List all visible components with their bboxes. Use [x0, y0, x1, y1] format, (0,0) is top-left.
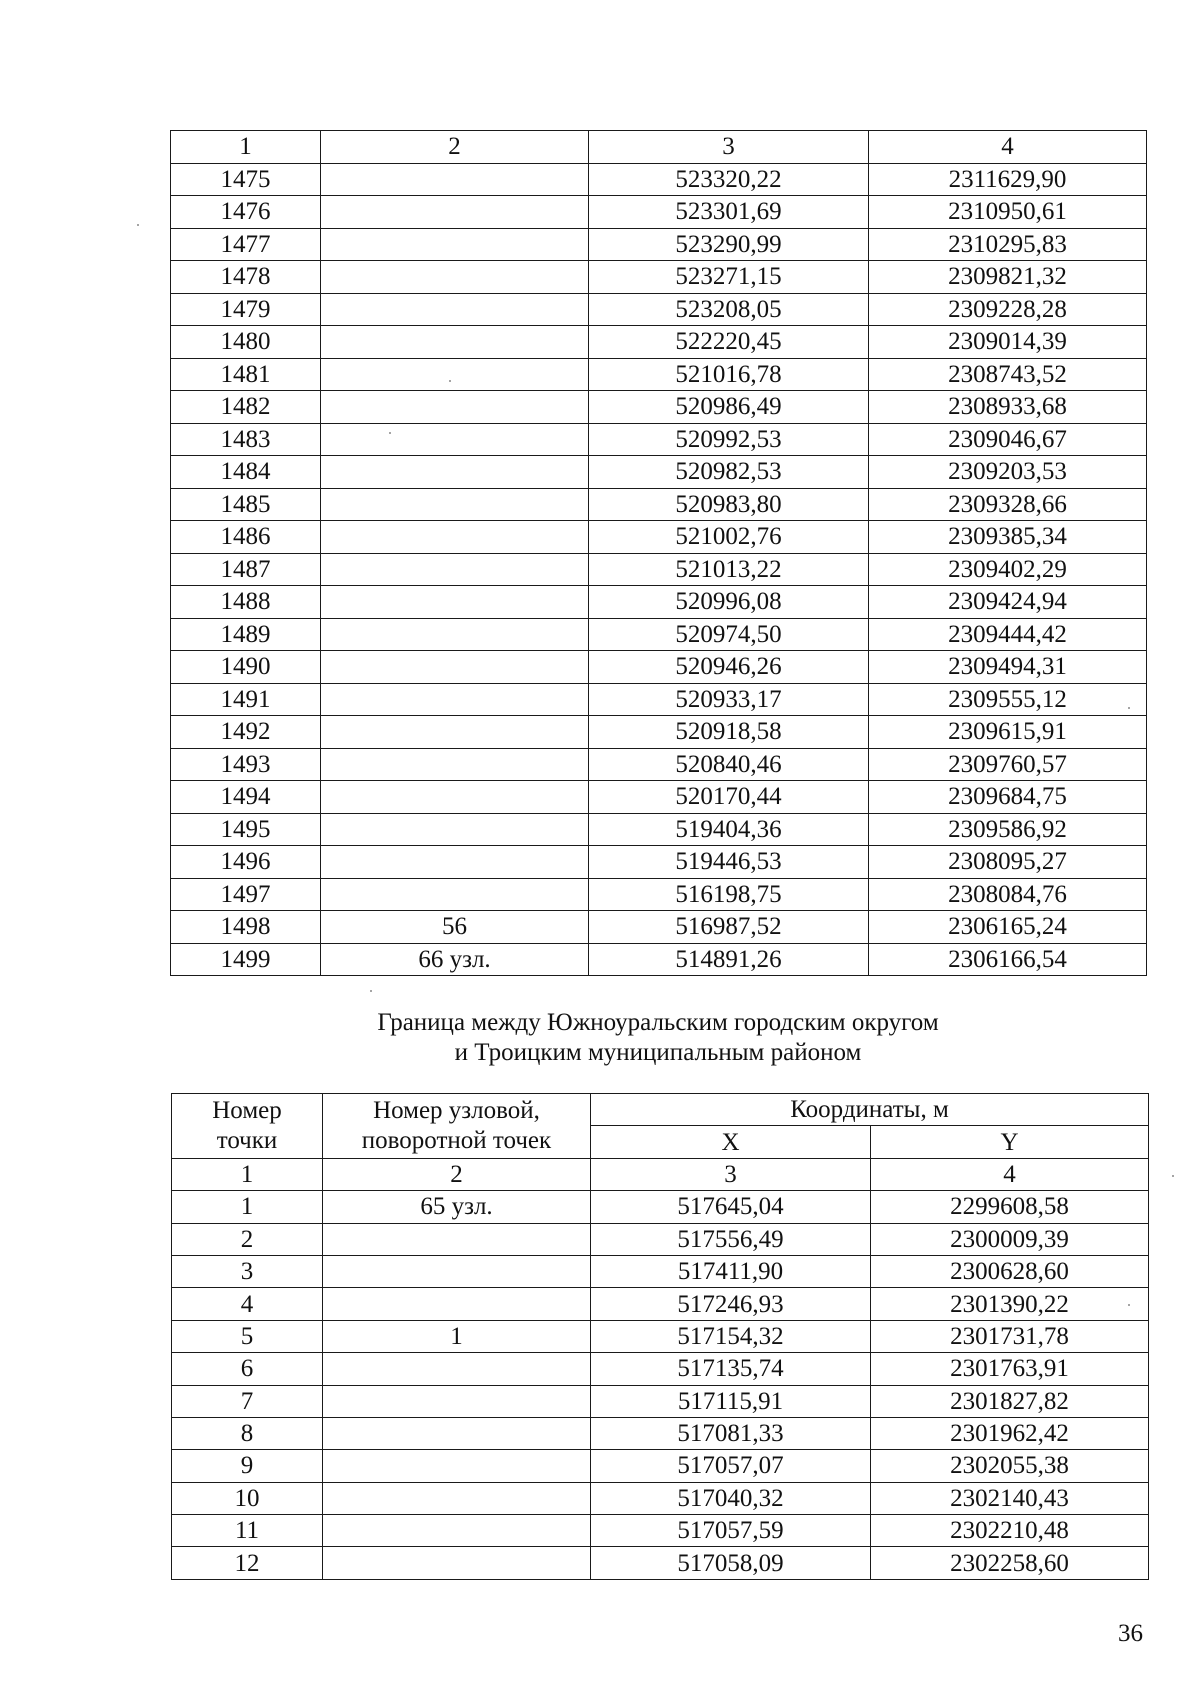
- page-number: 36: [1118, 1620, 1143, 1647]
- table-row: [171, 846, 1147, 879]
- node-number-cell: [323, 1288, 591, 1320]
- point-number-cell: 1499: [171, 943, 321, 976]
- x-coordinate-cell: 520974,50: [589, 618, 869, 651]
- table-row: [171, 813, 1147, 846]
- node-number-cell: [323, 1255, 591, 1287]
- node-number-cell: [321, 293, 589, 326]
- table-row: [172, 1288, 1149, 1320]
- node-number-cell: [321, 163, 589, 196]
- node-number-cell: 56: [321, 911, 589, 944]
- x-coordinate-cell: 517135,74: [591, 1353, 871, 1385]
- point-number-cell: 1475: [171, 163, 321, 196]
- x-coordinate-cell: 523271,15: [589, 261, 869, 294]
- column-index-cell: 2: [321, 131, 589, 164]
- table-row: [171, 911, 1147, 944]
- point-number-cell: 1490: [171, 651, 321, 684]
- table-header: [172, 1094, 1149, 1159]
- x-coordinate-cell: 523320,22: [589, 163, 869, 196]
- y-coordinate-cell: 2309821,32: [869, 261, 1147, 294]
- x-coordinate-cell: 517057,59: [591, 1515, 871, 1547]
- x-coordinate-cell: 517246,93: [591, 1288, 871, 1320]
- table-row: [171, 423, 1147, 456]
- y-coordinate-cell: 2308743,52: [869, 358, 1147, 391]
- point-number-cell: 1492: [171, 716, 321, 749]
- point-number-cell: 1476: [171, 196, 321, 229]
- table-row: [171, 553, 1147, 586]
- x-coordinate-cell: 517057,07: [591, 1450, 871, 1482]
- node-number-cell: [321, 391, 589, 424]
- section-title: [170, 1008, 1146, 1068]
- section-title-line-1: Граница между Южноуральским городским округом: [377, 1009, 939, 1036]
- node-number-cell: 65 узл.: [323, 1191, 591, 1223]
- y-coordinate-cell: 2301731,78: [871, 1320, 1149, 1352]
- table-row: [172, 1385, 1149, 1417]
- node-number-cell: [323, 1223, 591, 1255]
- column-index-cell: 4: [869, 131, 1147, 164]
- x-coordinate-cell: 517154,32: [591, 1320, 871, 1352]
- node-number-cell: [321, 683, 589, 716]
- y-coordinate-cell: 2306165,24: [869, 911, 1147, 944]
- node-number-cell: [323, 1482, 591, 1514]
- table-row: [171, 586, 1147, 619]
- table-row: [171, 293, 1147, 326]
- point-number-cell: 11: [172, 1515, 323, 1547]
- y-coordinate-cell: 2302140,43: [871, 1482, 1149, 1514]
- node-number-cell: [321, 488, 589, 521]
- point-number-cell: 1495: [171, 813, 321, 846]
- point-number-cell: 5: [172, 1320, 323, 1352]
- y-coordinate-cell: 2301827,82: [871, 1385, 1149, 1417]
- x-coordinate-cell: 520170,44: [589, 781, 869, 814]
- x-coordinate-cell: 521002,76: [589, 521, 869, 554]
- column-index-cell: 3: [589, 131, 869, 164]
- scan-speck: [1128, 707, 1130, 709]
- point-number-cell: 1482: [171, 391, 321, 424]
- header-x: X: [591, 1126, 871, 1158]
- point-number-cell: 1480: [171, 326, 321, 359]
- point-number-cell: 10: [172, 1482, 323, 1514]
- node-number-cell: [321, 813, 589, 846]
- y-coordinate-cell: 2308084,76: [869, 878, 1147, 911]
- column-index-row: [171, 131, 1147, 164]
- node-number-cell: [321, 716, 589, 749]
- point-number-cell: 1491: [171, 683, 321, 716]
- table-row: [172, 1547, 1149, 1579]
- y-coordinate-cell: 2309328,66: [869, 488, 1147, 521]
- point-number-cell: 4: [172, 1288, 323, 1320]
- node-number-cell: [321, 651, 589, 684]
- column-index-row: [172, 1158, 1149, 1190]
- node-number-cell: 1: [323, 1320, 591, 1352]
- point-number-cell: 1: [172, 1191, 323, 1223]
- table-row: [171, 196, 1147, 229]
- point-number-cell: 9: [172, 1450, 323, 1482]
- point-number-cell: 8: [172, 1417, 323, 1449]
- point-number-cell: 1496: [171, 846, 321, 879]
- table-row: [171, 781, 1147, 814]
- point-number-cell: 1489: [171, 618, 321, 651]
- y-coordinate-cell: 2309586,92: [869, 813, 1147, 846]
- x-coordinate-cell: 520946,26: [589, 651, 869, 684]
- x-coordinate-cell: 520983,80: [589, 488, 869, 521]
- y-coordinate-cell: 2301390,22: [871, 1288, 1149, 1320]
- point-number-cell: 1487: [171, 553, 321, 586]
- x-coordinate-cell: 520933,17: [589, 683, 869, 716]
- x-coordinate-cell: 517115,91: [591, 1385, 871, 1417]
- table-row: [171, 163, 1147, 196]
- header-y: Y: [871, 1126, 1149, 1158]
- x-coordinate-cell: 517556,49: [591, 1223, 871, 1255]
- point-number-cell: 1498: [171, 911, 321, 944]
- header-row: [172, 1094, 1149, 1126]
- x-coordinate-cell: 523208,05: [589, 293, 869, 326]
- x-coordinate-cell: 521016,78: [589, 358, 869, 391]
- x-coordinate-cell: 523290,99: [589, 228, 869, 261]
- x-coordinate-cell: 519446,53: [589, 846, 869, 879]
- boundary-coordinates-table: [171, 1093, 1149, 1580]
- point-number-cell: 6: [172, 1353, 323, 1385]
- node-number-cell: 66 узл.: [321, 943, 589, 976]
- y-coordinate-cell: 2309203,53: [869, 456, 1147, 489]
- scan-speck: [137, 224, 139, 226]
- x-coordinate-cell: 520840,46: [589, 748, 869, 781]
- x-coordinate-cell: 520986,49: [589, 391, 869, 424]
- node-number-cell: [321, 261, 589, 294]
- node-number-cell: [321, 781, 589, 814]
- y-coordinate-cell: 2309684,75: [869, 781, 1147, 814]
- x-coordinate-cell: 514891,26: [589, 943, 869, 976]
- node-number-cell: [321, 358, 589, 391]
- point-number-cell: 1486: [171, 521, 321, 554]
- scan-speck: [370, 990, 372, 992]
- x-coordinate-cell: 520992,53: [589, 423, 869, 456]
- node-number-cell: [321, 553, 589, 586]
- table-row: [172, 1255, 1149, 1287]
- node-number-cell: [321, 521, 589, 554]
- node-number-cell: [321, 196, 589, 229]
- node-number-cell: [323, 1385, 591, 1417]
- point-number-cell: 1477: [171, 228, 321, 261]
- table-body: [171, 131, 1147, 976]
- point-number-cell: 1478: [171, 261, 321, 294]
- table-row: [172, 1417, 1149, 1449]
- table-row: [171, 683, 1147, 716]
- table-row: [171, 521, 1147, 554]
- y-coordinate-cell: 2306166,54: [869, 943, 1147, 976]
- x-coordinate-cell: 520918,58: [589, 716, 869, 749]
- x-coordinate-cell: 519404,36: [589, 813, 869, 846]
- header-coordinates: Координаты, м: [591, 1094, 1149, 1126]
- y-coordinate-cell: 2309615,91: [869, 716, 1147, 749]
- column-index-cell: 3: [591, 1158, 871, 1190]
- section-title-line-2: и Троицким муниципальным районом: [454, 1039, 862, 1066]
- y-coordinate-cell: 2308933,68: [869, 391, 1147, 424]
- node-number-cell: [321, 423, 589, 456]
- y-coordinate-cell: 2309760,57: [869, 748, 1147, 781]
- header-point-number: Номер точки: [172, 1094, 323, 1159]
- node-number-cell: [321, 878, 589, 911]
- node-number-cell: [323, 1353, 591, 1385]
- x-coordinate-cell: 516987,52: [589, 911, 869, 944]
- point-number-cell: 1479: [171, 293, 321, 326]
- point-number-cell: 7: [172, 1385, 323, 1417]
- point-number-cell: 1483: [171, 423, 321, 456]
- node-number-cell: [321, 618, 589, 651]
- table-row: [171, 358, 1147, 391]
- node-number-cell: [323, 1515, 591, 1547]
- node-number-cell: [321, 586, 589, 619]
- x-coordinate-cell: 517058,09: [591, 1547, 871, 1579]
- y-coordinate-cell: 2309402,29: [869, 553, 1147, 586]
- x-coordinate-cell: 517411,90: [591, 1255, 871, 1287]
- y-coordinate-cell: 2310950,61: [869, 196, 1147, 229]
- column-index-cell: 1: [172, 1158, 323, 1190]
- table-row: [172, 1223, 1149, 1255]
- scan-speck: [449, 380, 451, 382]
- node-number-cell: [323, 1547, 591, 1579]
- table-row: [171, 943, 1147, 976]
- table-row: [172, 1515, 1149, 1547]
- table-row: [171, 391, 1147, 424]
- y-coordinate-cell: 2301763,91: [871, 1353, 1149, 1385]
- y-coordinate-cell: 2302210,48: [871, 1515, 1149, 1547]
- table-row: [171, 261, 1147, 294]
- scan-speck: [1172, 1175, 1174, 1177]
- x-coordinate-cell: 516198,75: [589, 878, 869, 911]
- header-node-number: Номер узловой, поворотной точек: [323, 1094, 591, 1159]
- table-row: [171, 716, 1147, 749]
- y-coordinate-cell: 2308095,27: [869, 846, 1147, 879]
- x-coordinate-cell: 517040,32: [591, 1482, 871, 1514]
- point-number-cell: 1493: [171, 748, 321, 781]
- point-number-cell: 2: [172, 1223, 323, 1255]
- point-number-cell: 12: [172, 1547, 323, 1579]
- y-coordinate-cell: 2309228,28: [869, 293, 1147, 326]
- point-number-cell: 3: [172, 1255, 323, 1287]
- y-coordinate-cell: 2302055,38: [871, 1450, 1149, 1482]
- y-coordinate-cell: 2309494,31: [869, 651, 1147, 684]
- x-coordinate-cell: 523301,69: [589, 196, 869, 229]
- y-coordinate-cell: 2301962,42: [871, 1417, 1149, 1449]
- column-index-cell: 4: [871, 1158, 1149, 1190]
- table-row: [172, 1191, 1149, 1223]
- node-number-cell: [321, 748, 589, 781]
- table-row: [172, 1320, 1149, 1352]
- point-number-cell: 1481: [171, 358, 321, 391]
- table-row: [171, 228, 1147, 261]
- y-coordinate-cell: 2309555,12: [869, 683, 1147, 716]
- point-number-cell: 1484: [171, 456, 321, 489]
- node-number-cell: [321, 456, 589, 489]
- node-number-cell: [323, 1450, 591, 1482]
- table-row: [171, 488, 1147, 521]
- point-number-cell: 1494: [171, 781, 321, 814]
- table-row: [172, 1450, 1149, 1482]
- x-coordinate-cell: 522220,45: [589, 326, 869, 359]
- table-row: [171, 651, 1147, 684]
- x-coordinate-cell: 520982,53: [589, 456, 869, 489]
- y-coordinate-cell: 2302258,60: [871, 1547, 1149, 1579]
- y-coordinate-cell: 2300009,39: [871, 1223, 1149, 1255]
- coordinates-table-continued: [170, 130, 1147, 976]
- table-row: [171, 326, 1147, 359]
- y-coordinate-cell: 2311629,90: [869, 163, 1147, 196]
- y-coordinate-cell: 2300628,60: [871, 1255, 1149, 1287]
- table-row: [171, 456, 1147, 489]
- x-coordinate-cell: 520996,08: [589, 586, 869, 619]
- node-number-cell: [321, 228, 589, 261]
- scan-speck: [389, 432, 391, 434]
- table-row: [171, 748, 1147, 781]
- x-coordinate-cell: 517645,04: [591, 1191, 871, 1223]
- table-body: [172, 1158, 1149, 1579]
- column-index-cell: 1: [171, 131, 321, 164]
- point-number-cell: 1497: [171, 878, 321, 911]
- y-coordinate-cell: 2309046,67: [869, 423, 1147, 456]
- node-number-cell: [323, 1417, 591, 1449]
- column-index-cell: 2: [323, 1158, 591, 1190]
- x-coordinate-cell: 521013,22: [589, 553, 869, 586]
- y-coordinate-cell: 2309424,94: [869, 586, 1147, 619]
- table-row: [172, 1482, 1149, 1514]
- table-row: [171, 618, 1147, 651]
- table-row: [171, 878, 1147, 911]
- point-number-cell: 1485: [171, 488, 321, 521]
- node-number-cell: [321, 846, 589, 879]
- scan-speck: [1128, 1304, 1130, 1306]
- point-number-cell: 1488: [171, 586, 321, 619]
- y-coordinate-cell: 2299608,58: [871, 1191, 1149, 1223]
- table-row: [172, 1353, 1149, 1385]
- y-coordinate-cell: 2310295,83: [869, 228, 1147, 261]
- y-coordinate-cell: 2309014,39: [869, 326, 1147, 359]
- y-coordinate-cell: 2309444,42: [869, 618, 1147, 651]
- y-coordinate-cell: 2309385,34: [869, 521, 1147, 554]
- node-number-cell: [321, 326, 589, 359]
- x-coordinate-cell: 517081,33: [591, 1417, 871, 1449]
